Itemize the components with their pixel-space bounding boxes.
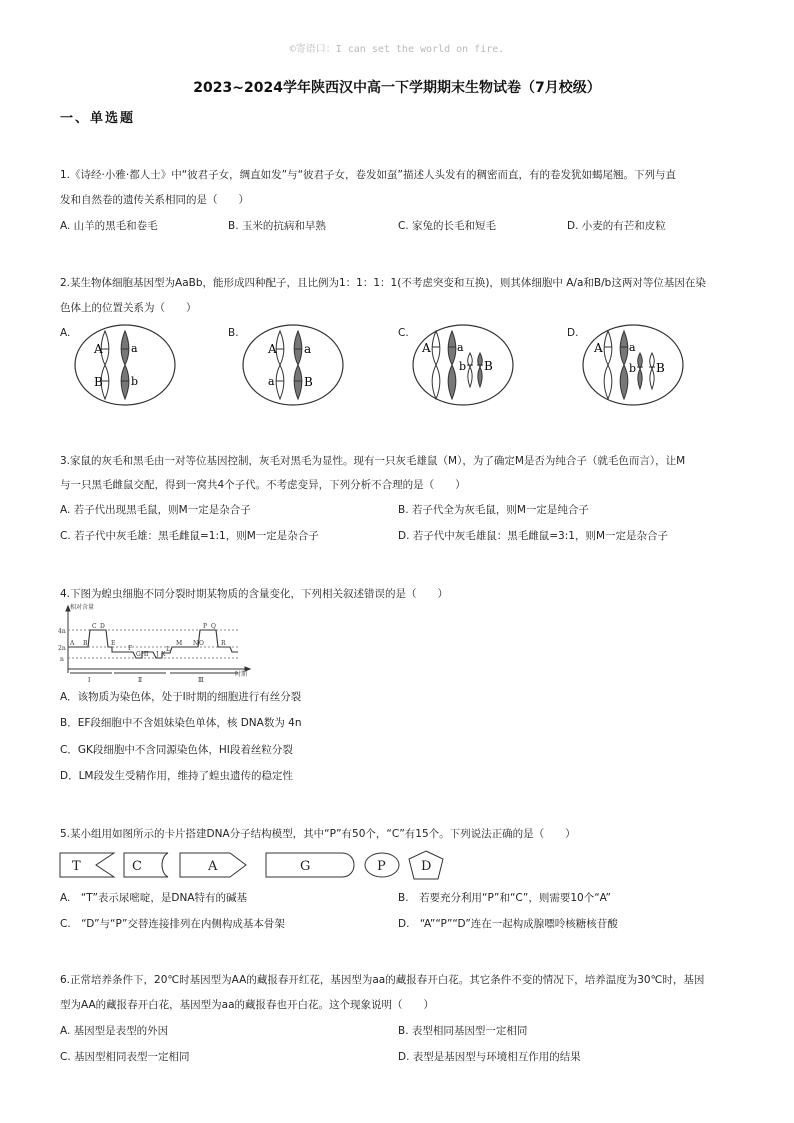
card-t-label: T	[72, 859, 81, 874]
gene-label: B	[304, 375, 313, 389]
q6-option-c[interactable]: C. 基因型相同表型一定相同	[60, 1051, 190, 1063]
segment-letter: G	[136, 651, 141, 658]
gene-label: a	[304, 342, 312, 356]
q3-option-b[interactable]: B. 若子代全为灰毛鼠，则M一定是纯合子	[398, 504, 589, 516]
segment-letter: C	[92, 623, 97, 630]
q6-option-d[interactable]: D. 表型是基因型与环境相互作用的结果	[398, 1051, 581, 1063]
stage-label: Ⅲ	[198, 677, 204, 683]
q1-stem-line1: 1.《诗经·小雅·都人士》中“彼君子女，绸直如发”与“彼君子女，卷发如虿”描述人头发有的稠密而直，有的卷发犹如蝎尾翘。下列与直	[60, 169, 676, 181]
segment-letter: K	[161, 651, 166, 658]
card-a-label: A	[208, 859, 218, 874]
segment-letter: Q	[211, 623, 216, 630]
segment-letter: F	[128, 645, 133, 652]
gene-label: B	[94, 375, 103, 389]
q5-option-b[interactable]: B. 若要充分利用“P”和“C”，则需要10个“A”	[398, 892, 611, 904]
stage-label: Ⅰ	[88, 677, 91, 683]
segment-letter: M	[176, 640, 183, 647]
gene-label: a	[268, 375, 275, 388]
segment-letter: R	[221, 640, 226, 647]
segment-letter: B	[83, 640, 88, 647]
q5-stem-line1: 5.某小组用如图所示的卡片搭建DNA分子结构模型，其中“P”有50个，“C”有15个。下列说法正确的是（ ）	[60, 828, 576, 840]
q1-options	[0, 218, 794, 238]
segment-letter: O	[199, 640, 204, 647]
card-c-shape	[124, 853, 168, 877]
q1-option-b[interactable]: B. 玉米的抗病和早熟	[228, 220, 326, 232]
card-p-label: P	[377, 859, 386, 874]
q5-option-c[interactable]: C. “D”与“P”交替连接排列在内侧构成基本骨架	[60, 918, 285, 930]
q2-cell-diagram-b[interactable]	[238, 323, 348, 408]
q2-cell-diagram-c[interactable]	[408, 323, 518, 408]
gene-label: A	[268, 342, 277, 356]
q3-option-d[interactable]: D. 若子代中灰毛雄鼠：黑毛雌鼠=3:1，则M一定是杂合子	[398, 530, 669, 542]
gene-label: A	[94, 342, 103, 356]
card-t-shape	[60, 853, 114, 877]
gene-label: b	[629, 362, 637, 375]
x-axis-label: 时期	[235, 671, 248, 678]
card-c-label: C	[132, 859, 142, 874]
q2-cell-diagram-a[interactable]	[70, 323, 180, 408]
q6-option-b[interactable]: B. 表型相同基因型一定相同	[398, 1025, 528, 1037]
q2-option-a-label[interactable]: A.	[60, 327, 71, 339]
q6-option-a[interactable]: A. 基因型是表型的外因	[60, 1025, 169, 1037]
gene-label: B	[656, 361, 665, 375]
segment-letter: A	[70, 640, 75, 647]
q3-stem-line1: 3.家鼠的灰毛和黑毛由一对等位基因控制，灰毛对黑毛为显性。现有一只灰毛雄鼠（M），为了确定M是否为纯合子（就毛色而言），让M	[60, 455, 686, 467]
segment-letter: N	[193, 640, 199, 647]
section-heading: 一、单选题	[60, 111, 136, 126]
q5-option-a[interactable]: A. “T”表示尿嘧啶，是DNA特有的碱基	[60, 892, 248, 904]
q2-option-b-label[interactable]: B.	[228, 327, 239, 339]
q4-option-a[interactable]: A．该物质为染色体，处于Ⅰ时期的细胞进行有丝分裂	[60, 691, 302, 703]
q2-stem-line2: 色体上的位置关系为（ ）	[60, 302, 197, 314]
card-g-label: G	[300, 859, 311, 874]
q5-option-d[interactable]: D. “A”“P”“D”连在一起构成腺嘌呤核糖核苷酸	[398, 918, 618, 930]
y-tick-2n: 2n	[58, 645, 66, 652]
content-curve	[68, 630, 238, 658]
q3-option-a[interactable]: A. 若子代出现黑毛鼠，则M一定是杂合子	[60, 504, 251, 516]
q4-option-d[interactable]: D．LM段发生受精作用，维持了蝗虫遗传的稳定性	[60, 770, 293, 782]
gene-label: a	[131, 342, 138, 355]
gene-label: A	[422, 341, 431, 355]
q1-option-c[interactable]: C. 家兔的长毛和短毛	[398, 220, 497, 232]
y-axis-label: 相对含量	[70, 604, 95, 611]
gene-label: A	[594, 341, 603, 355]
q3-option-c[interactable]: C. 若子代中灰毛雄：黑毛雌鼠=1:1，则M一定是杂合子	[60, 530, 319, 542]
q2-option-d-label[interactable]: D.	[567, 327, 579, 339]
q2-option-c-label[interactable]: C.	[398, 327, 409, 339]
stage-label: Ⅱ	[138, 677, 143, 683]
segment-letter: L	[166, 646, 170, 653]
q4-stem-line1: 4.下图为蝗虫细胞不同分裂时期某物质的含量变化，下列相关叙述错误的是（ ）	[60, 588, 449, 600]
segment-letter: E	[111, 640, 116, 647]
q4-option-b[interactable]: B．EF段细胞中不含姐妹染色单体，核 DNA数为 4n	[60, 717, 302, 729]
q2-cell-diagram-d[interactable]	[578, 323, 688, 408]
segment-letter: J	[156, 651, 159, 658]
y-tick-n: n	[60, 656, 64, 663]
segment-letter: P	[203, 623, 208, 630]
q6-stem-line1: 6.正常培养条件下，20℃时基因型为AA的藏报春开红花，基因型为aa的藏报春开白花。其它条件不变的情况下，培养温度为30℃时，基因	[60, 974, 705, 986]
page-watermark: ©寄语口：I can set the world on fire.	[289, 44, 505, 55]
q4-option-c[interactable]: C．GK段细胞中不含同源染色体，HI段着丝粒分裂	[60, 744, 293, 756]
card-d-label: D	[421, 859, 432, 874]
segment-letter: H	[141, 651, 147, 658]
q1-option-d[interactable]: D. 小麦的有芒和皮粒	[567, 220, 666, 232]
q2-stem-line1: 2.某生物体细胞基因型为AaBb，能形成四种配子，且比例为1：1：1：1(不考虑突变和互换)，则其体细胞中 A/a和B/b这两对等位基因在染	[60, 277, 706, 289]
gene-label: a	[457, 341, 464, 354]
segment-letter: I	[146, 651, 149, 658]
gene-label: a	[629, 341, 636, 354]
q4-content-graph	[58, 603, 258, 683]
q5-dna-cards	[58, 849, 458, 881]
gene-label: b	[131, 375, 139, 388]
y-tick-4n: 4n	[58, 628, 66, 635]
q3-stem-line2: 与一只黑毛雌鼠交配，得到一窝共4个子代。不考虑变异，下列分析不合理的是（ ）	[60, 479, 466, 491]
q6-stem-line2: 型为AA的藏报春开白花，基因型为aa的藏报春也开白花。这个现象说明（ ）	[60, 999, 435, 1011]
segment-letter: D	[100, 623, 105, 630]
q1-stem-line2: 发和自然卷的遗传关系相同的是（ ）	[60, 194, 249, 206]
exam-title: 2023~2024学年陕西汉中高一下学期期末生物试卷（7月校级）	[193, 80, 601, 96]
gene-label: b	[459, 360, 467, 373]
gene-label: B	[484, 359, 493, 373]
q1-option-a[interactable]: A. 山羊的黑毛和卷毛	[60, 220, 158, 232]
